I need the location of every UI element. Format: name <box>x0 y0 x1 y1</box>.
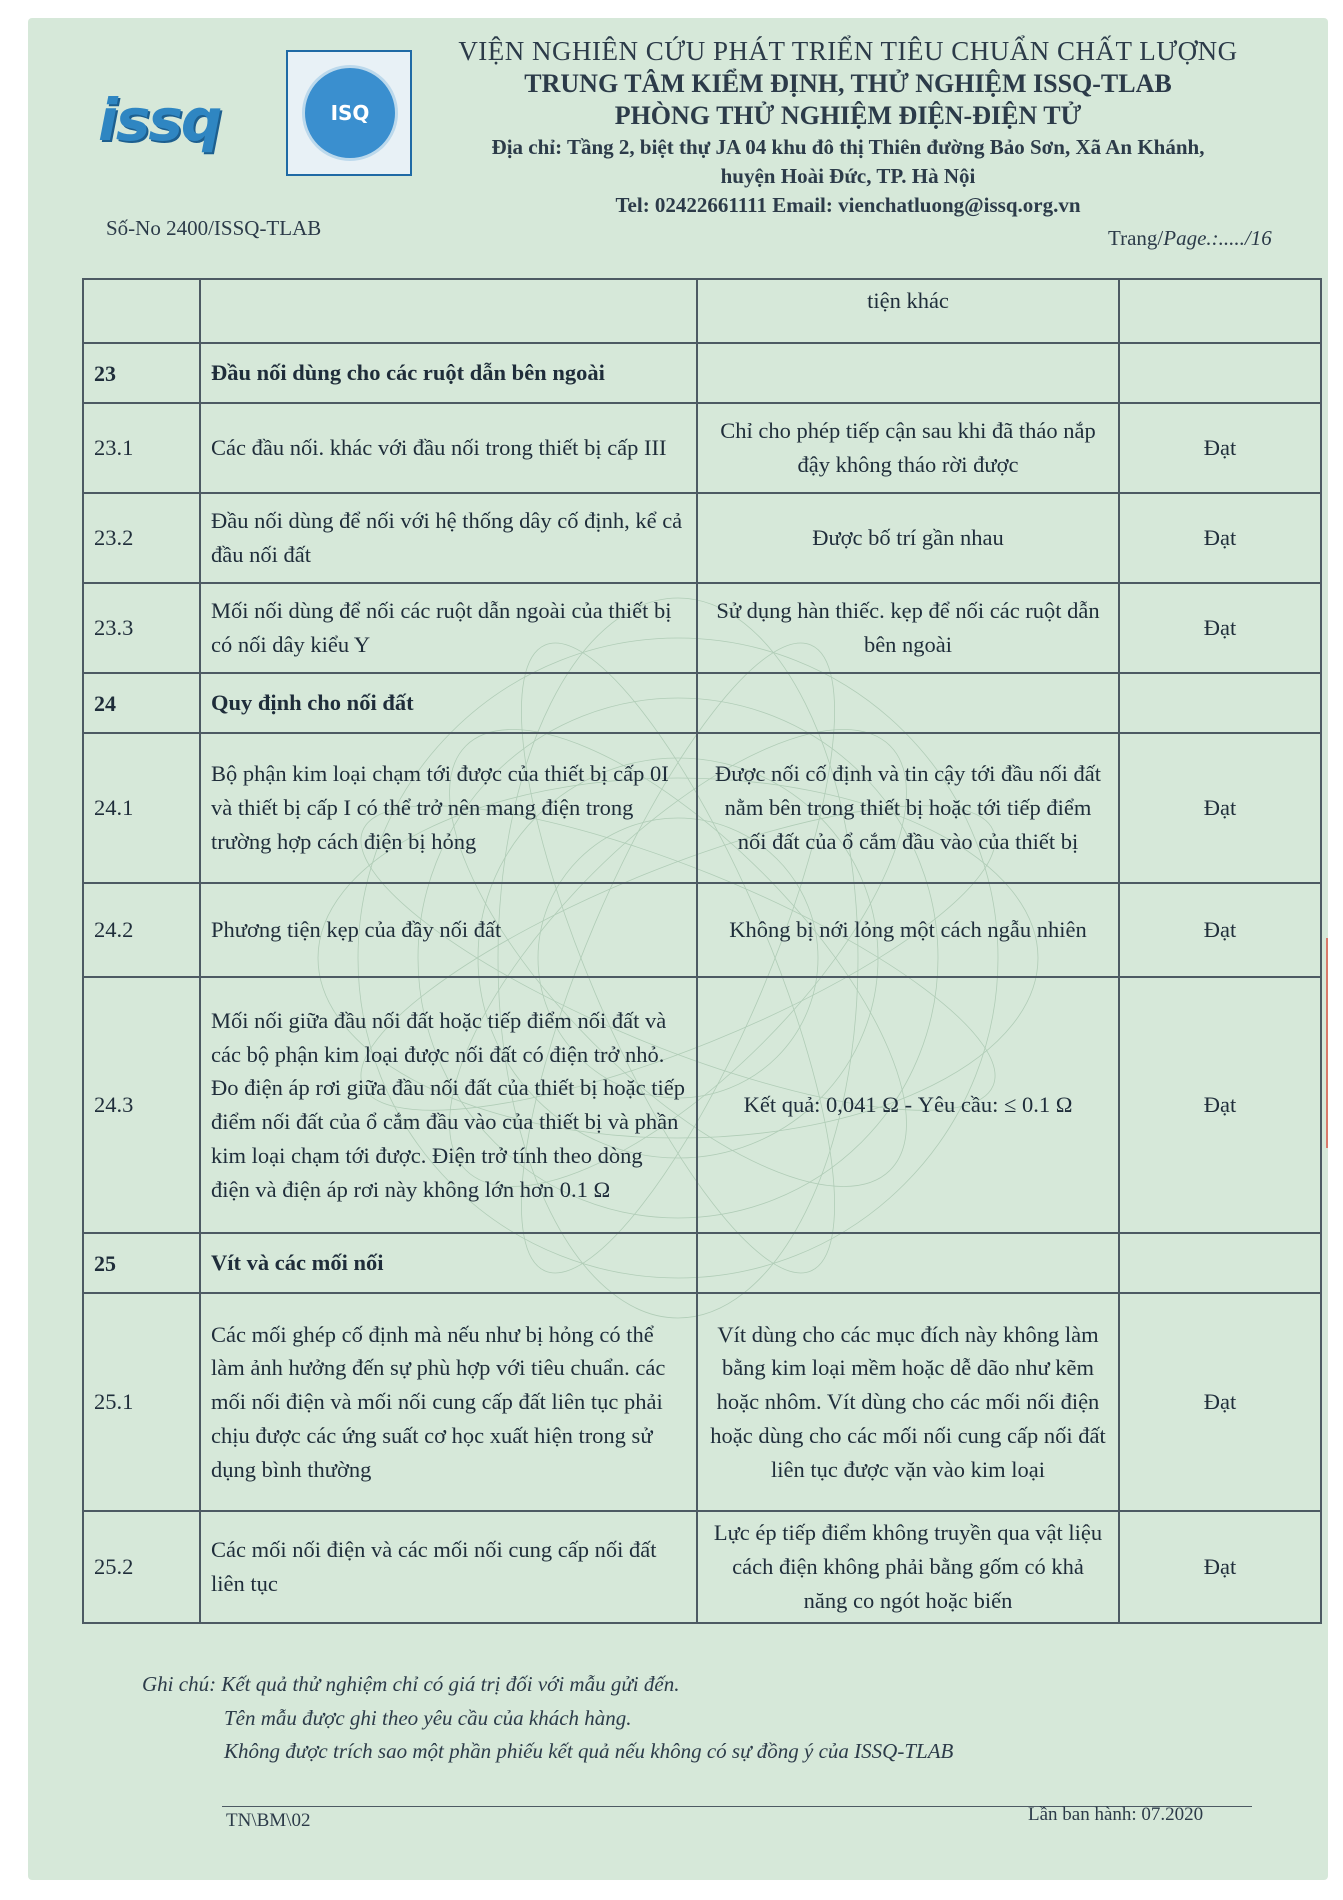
table-row <box>83 583 1321 673</box>
contact-line: Tel: 02422661111 Email: vienchatluong@issq.org.vn <box>615 193 1081 217</box>
cell-section-title: Vít và các mối nối <box>200 1233 697 1293</box>
cell-no: 23.1 <box>83 403 200 493</box>
address-line-1: Địa chỉ: Tầng 2, biệt thự JA 04 khu đô thị Thiên đường Bảo Sơn, Xã An Khánh, <box>491 135 1205 159</box>
stamp-edge <box>1326 938 1328 1148</box>
table-row <box>83 1511 1321 1623</box>
cell-clause: Đầu nối dùng để nối với hệ thống dây cố định, kể cả đầu nối đất <box>200 493 697 583</box>
cell-result: Đạt <box>1119 493 1321 583</box>
cell-result: Đạt <box>1119 403 1321 493</box>
table-row <box>83 883 1321 977</box>
cell-no: 25 <box>83 1233 200 1293</box>
issue-date: Lần ban hành: 07.2020 <box>1028 1804 1204 1825</box>
document-number: Số-No 2400/ISSQ-TLAB <box>106 216 322 240</box>
cell-clause: Các mối ghép cố định mà nếu như bị hỏng có thể làm ảnh hưởng đến sự phù hợp với tiêu chuẩn. các mối nối điện và mối nối cung cấp đất liên tục phải chịu được các ứng suất cơ học xuất hiện trong sử dụng bình thường <box>200 1293 697 1511</box>
center-name: TRUNG TÂM KIỂM ĐỊNH, THỬ NGHIỆM ISSQ-TLAB <box>524 69 1172 98</box>
form-code: TN\BM\02 <box>226 1810 311 1831</box>
cell-result: Đạt <box>1119 883 1321 977</box>
notes <box>142 1668 953 1769</box>
note-line-1: Ghi chú: Kết quả thử nghiệm chỉ có giá trị đối với mẫu gửi đến. <box>142 1672 680 1696</box>
section-row <box>83 1233 1321 1293</box>
table-row <box>83 403 1321 493</box>
isq-badge-seal: ISQ <box>302 65 398 161</box>
table-row-continuation <box>83 279 1321 343</box>
cell-clause: Phương tiện kẹp của đầy nối đất <box>200 883 697 977</box>
note-line-3: Không được trích sao một phần phiếu kết quả nếu không có sự đồng ý của ISSQ-TLAB <box>224 1739 954 1764</box>
cell-result: Đạt <box>1119 1511 1321 1623</box>
cell-result: Đạt <box>1119 1293 1321 1511</box>
cell-no: 25.2 <box>83 1511 200 1623</box>
cell-no: 25.1 <box>83 1293 200 1511</box>
stamp-fragment <box>1302 930 1332 1155</box>
lab-name: PHÒNG THỬ NGHIỆM ĐIỆN-ĐIỆN TỬ <box>614 101 1082 130</box>
cell-clause: Các mối nối điện và các mối nối cung cấp nối đất liên tục <box>200 1511 697 1623</box>
cell-result: Đạt <box>1119 583 1321 673</box>
cell-no: 23.2 <box>83 493 200 583</box>
cell-section-title: Quy định cho nối đất <box>200 673 697 733</box>
cell-requirement: Chỉ cho phép tiếp cận sau khi đã tháo nắp đậy không tháo rời được <box>697 403 1119 493</box>
table-row <box>83 493 1321 583</box>
test-results-table <box>82 278 1322 1624</box>
table-row <box>83 733 1321 883</box>
cell-clause: Bộ phận kim loại chạm tới được của thiết bị cấp 0I và thiết bị cấp I có thể trở nên mang điện trong trường hợp cách điện bị hỏng <box>200 733 697 883</box>
isq-badge <box>286 50 412 176</box>
letterhead <box>398 36 1298 218</box>
cell-requirement: Sử dụng hàn thiếc. kẹp để nối các ruột dẫn bên ngoài <box>697 583 1119 673</box>
page-label: Trang/ <box>1108 226 1164 250</box>
cell-requirement: Được nối cố định và tin cậy tới đầu nối đất nằm bên trong thiết bị hoặc tới tiếp điểm nối đất của ổ cắm đầu vào của thiết bị <box>697 733 1119 883</box>
cell-no: 23 <box>83 343 200 403</box>
cell-no: 24.2 <box>83 883 200 977</box>
address-line-2: huyện Hoài Đức, TP. Hà Nội <box>720 164 976 188</box>
note-line-2: Tên mẫu được ghi theo yêu cầu của khách hàng. <box>224 1705 632 1730</box>
section-row <box>83 343 1321 403</box>
cell-result: Đạt <box>1119 977 1321 1233</box>
cell-no: 24.3 <box>83 977 200 1233</box>
cell-clause: Mối nối dùng để nối các ruột dẫn ngoài của thiết bị có nối dây kiểu Y <box>200 583 697 673</box>
cell-no: 23.3 <box>83 583 200 673</box>
cell-no: 24.1 <box>83 733 200 883</box>
page-value: :...../16 <box>1211 226 1272 250</box>
cell-result: Đạt <box>1119 733 1321 883</box>
cell-requirement: Được bố trí gần nhau <box>697 493 1119 583</box>
table-row <box>83 1293 1321 1511</box>
cell-section-title: Đầu nối dùng cho các ruột dẫn bên ngoài <box>200 343 697 403</box>
cell-clause: Các đầu nối. khác với đầu nối trong thiết bị cấp III <box>200 403 697 493</box>
cell-requirement: tiện khác <box>697 279 1119 343</box>
page-label-en: Page. <box>1163 226 1212 250</box>
cell-no: 24 <box>83 673 200 733</box>
cell-requirement: Không bị nới lỏng một cách ngẫu nhiên <box>697 883 1119 977</box>
cell-clause: Mối nối giữa đầu nối đất hoặc tiếp điểm nối đất và các bộ phận kim loại được nối đất có điện trở nhỏ. Đo điện áp rơi giữa đầu nối đất của thiết bị hoặc tiếp điểm nối đất của ổ cắm đầu vào của thiết bị và phần kim loại chạm tới được. Điện trở tính theo dòng điện và điện áp rơi này không lớn hơn 0.1 Ω <box>200 977 697 1233</box>
logo-wordmark: issq <box>98 86 221 154</box>
cell-requirement: Kết quả: 0,041 Ω - Yêu cầu: ≤ 0.1 Ω <box>697 977 1119 1233</box>
cell-requirement: Vít dùng cho các mục đích này không làm bằng kim loại mềm hoặc dễ dão như kẽm hoặc nhôm. Vít dùng cho các mối nối điện hoặc dùng cho các mối nối cung cấp nối đất liên tục được vặn vào kim loại <box>697 1293 1119 1511</box>
issq-logo <box>98 48 368 178</box>
cell-requirement: Lực ép tiếp điểm không truyền qua vật liệu cách điện không phải bằng gốm có khả năng co ngót hoặc biến <box>697 1511 1119 1623</box>
table-row <box>83 977 1321 1233</box>
institute-name: VIỆN NGHIÊN CỨU PHÁT TRIỂN TIÊU CHUẨN CHẤT LƯỢNG <box>458 36 1238 66</box>
page-number <box>1108 226 1272 251</box>
section-row <box>83 673 1321 733</box>
